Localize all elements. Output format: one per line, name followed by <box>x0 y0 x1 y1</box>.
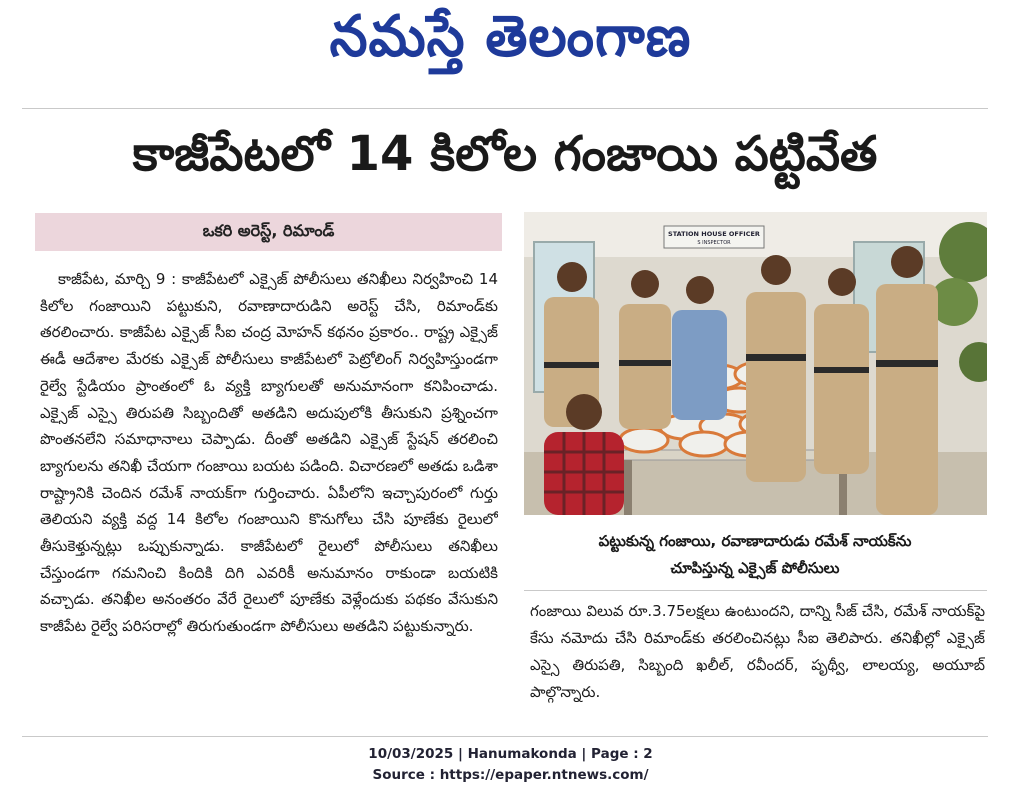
photo-caption <box>520 528 990 582</box>
photo-sign-text: STATION HOUSE OFFICER <box>668 230 760 238</box>
news-photo <box>524 212 987 515</box>
article-subhead-text: ఒకరి అరెస్ట్, రిమాండ్ <box>202 220 335 240</box>
news-photo-illustration <box>524 212 987 515</box>
photo-caption-line-2: చూపిస్తున్న ఎక్సైజ్ పోలీసులు <box>670 559 840 577</box>
masthead-logo <box>0 4 1021 82</box>
photo-caption-line-1: పట్టుకున్న గంజాయి, రవాణాదారుడు రమేశ్ నాయక్‌ను <box>598 532 912 550</box>
article-body-left: కాజీపేట, మార్చి 9 : కాజీపేటలో ఎక్సైజ్ పోలీసులు తనిఖీలు నిర్వహించి 14 కిలోల గంజాయిని పట్టుకుని, రవాణాదారుడిని అరెస్ట్ చేసి, రిమాండ్‌కు తరలించారు. కాజీపేట ఎక్సైజ్ సీఐ చంద్ర మోహన్ కథనం ప్రకారం.. రాష్ట్ర ఎక్సైజ్ ఈడీ ఆదేశాల మేరకు ఎక్సైజ్ పోలీసులు కాజీపేటలో పెట్రోలింగ్ నిర్వహిస్తుండగా రైల్వే స్టేడియం ప్రాంతంలో ఓ వ్యక్తి బ్యాగులతో అనుమానంగా కనిపించాడు. ఎక్సైజ్ ఎస్సై తిరుపతి సిబ్బందితో అతడిని అదుపులోకి తీసుకుని ప్రశ్నించగా పొంతనలేని సమాధానాలు చెప్పాడు. దీంతో అతడిని ఎక్సైజ్ స్టేషన్ తరలించి బ్యాగులను తనిఖీ చేయగా గంజాయి బయట పడింది. విచారణలో అతడు ఒడిశా రాష్ట్రానికి చెందిన రమేశ్ నాయక్‌గా గుర్తించారు. ఏపీలోని ఇచ్చాపురంలో గుర్తు తెలియని వ్యక్తి వద్ద 14 కిలోల గంజాయిని కొనుగోలు చేసి పూణేకు రైలులో తీసుకెళ్తున్నట్లు ఒప్పుకున్నాడు. కాజీపేటలో రైలులో పోలీసులు తనిఖీలు చేస్తుండగా గమనించి కిందికి దిగి ఎవరికీ అనుమానం రాకుండా బయటికి వచ్చాడు. తనిఖీల అనంతరం వేరే రైలులో పూణేకు వెళ్లేందుకు పథకం వేసుకుని కాజీపేట రైల్వే పరిసరాల్లో తిరుగుతుండగా పోలీసులు అతడిని పట్టుకున్నారు. <box>40 270 498 636</box>
footer-date-edition-page: 10/03/2025 | Hanumakonda | Page : 2 <box>368 746 653 762</box>
footer-source: Source : https://epaper.ntnews.com/ <box>372 767 649 783</box>
caption-divider <box>524 590 987 591</box>
page-footer <box>0 744 1021 786</box>
article-subhead <box>35 213 502 251</box>
article-headline: కాజీపేటలో 14 కిలోల గంజాయి పట్టివేత <box>132 126 878 182</box>
top-divider <box>22 108 988 109</box>
bottom-divider <box>22 736 988 737</box>
masthead-logo-text: నమస్తే తెలంగాణ <box>329 2 692 70</box>
article-body-right: గంజాయి విలువ రూ.3.75లక్షలు ఉంటుందని, దాన్ని సీజ్ చేసి, రమేశ్ నాయక్‌పై కేసు నమోదు చేసి రిమాండ్‌కు తరలించినట్లు సీఐ తెలిపారు. తనిఖీల్లో ఎక్సైజ్ ఎస్సై తిరుపతి, సిబ్బంది ఖలీల్, రవీందర్, పృథ్వీ, లాలయ్య, అయూబ్ పాల్గొన్నారు. <box>530 602 985 701</box>
photo-sign-subtext: S INSPECTOR <box>697 240 731 246</box>
